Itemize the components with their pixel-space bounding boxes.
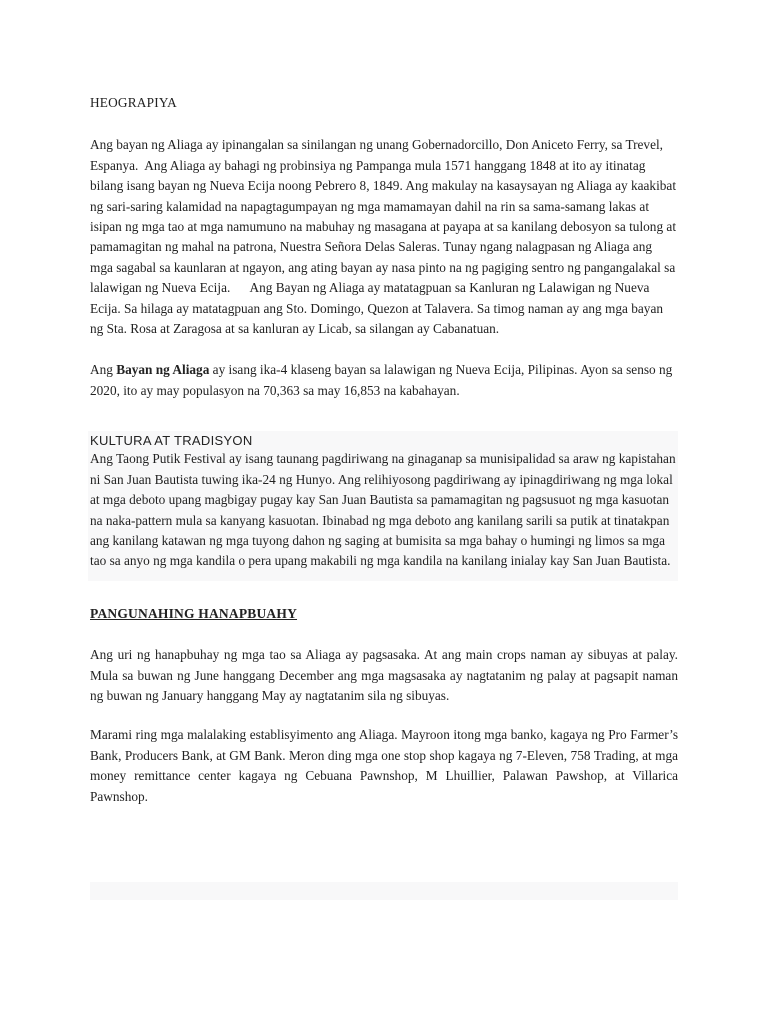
shaded-band	[90, 882, 678, 900]
summary-suffix: ay isang ika-4 klaseng bayan sa lalawigan ng Nueva Ecija, Pilipinas. Ayon sa senso ng 2020, ito ay may populasyon na 70,363 sa may 16,853 na kabahayan.	[90, 362, 673, 398]
kultura-heading: KULTURA AT TRADISYON	[90, 433, 253, 449]
summary-prefix: Ang	[90, 362, 117, 378]
hanapbuhay-paragraph-2: Marami ring mga malalaking establisyimento ang Aliaga. Mayroon itong mga banko, kagaya ng Pro Farmer’s Bank, Producers Bank, at GM Bank. Meron ding mga one stop shop kagaya ng 7-Eleven, 758 Trading, at mga money remittance center kagaya ng Cebuana Pawnshop, M Lhuillier, Palawan Pawshop, at Villarica Pawnshop.	[90, 727, 678, 804]
hanapbuhay-heading: PANGUNAHING HANAPBUAHY	[90, 605, 298, 621]
kultura-paragraph: Ang Taong Putik Festival ay isang taunang pagdiriwang na ginaganap sa munisipalidad sa araw ng kapistahan ni San Juan Bautista tuwing ika-24 ng Hunyo. Ang relihiyosong pagdiriwang ay ipinagdiriwang ng mga lokal at mga deboto upang magbigay pugay kay San Juan Bautista sa pamamagitan ng pagsusuot ng mga kasuotan na naka-pattern mula sa kanyang kasuotan. Ibinabad ng mga deboto ang kanilang sarili sa putik at tinatakpan ang kanilang katawan ng mga tuyong dahon ng saging at bumisita sa mga bahay o humingi ng limos sa mga tao sa anyo ng mga kandila o pera upang makabili ng mga kandila na kanilang inialay kay San Juan Bautista.	[90, 451, 676, 569]
document-body	[90, 93, 678, 807]
aliaga-summary-paragraph	[90, 360, 678, 401]
kultura-section	[88, 431, 678, 580]
hanapbuhay-paragraph-1: Ang uri ng hanapbuhay ng mga tao sa Aliaga ay pagsasaka. At ang main crops naman ay sibuyas at palay. Mula sa buwan ng June hanggang December ang mga magsasaka ay nagtatanim ng palay at pagsapit naman ng buwan ng January hanggang May ay nagtatanim sila ng sibuyas.	[90, 647, 678, 703]
summary-bold-name: Bayan ng Aliaga	[116, 362, 210, 378]
heograpiya-heading: HEOGRAPIYA	[90, 95, 177, 110]
heograpiya-paragraph: Ang bayan ng Aliaga ay ipinangalan sa sinilangan ng unang Gobernadorcillo, Don Aniceto Ferry, sa Trevel, Espanya. Ang Aliaga ay bahagi ng probinsiya ng Pampanga mula 1571 hanggang 1848 at ito ay itinatag bilang isang bayan ng Nueva Ecija noong Pebrero 8, 1849. Ang makulay na kasaysayan ng Aliaga ay kaakibat ng sari-saring kalamidad na napagtagumpayan ng mga mamamayan dahil na rin sa sama-samang lakas at isipan ng mga tao at mga namumuno na mabuhay ng masagana at payapa at sa kanilang debosyon sa tulong at pamamagitan ng mahal na patrona, Nuestra Señora Delas Saleras. Tunay ngang nalagpasan ng Aliaga ang mga sagabal sa kaunlaran at ngayon, ang ating bayan ay nasa pinto na ng pagiging sentro ng pangangalakal sa lalawigan ng Nueva Ecija. Ang Bayan ng Aliaga ay matatagpuan sa Kanluran ng Lalawigan ng Nueva Ecija. Sa hilaga ay matatagpuan ang Sto. Domingo, Quezon at Talavera. Sa timog naman ay ang mga bayan ng Sta. Rosa at Zaragosa at sa kanluran ay Licab, sa silangan ay Cabanatuan.	[90, 137, 680, 337]
